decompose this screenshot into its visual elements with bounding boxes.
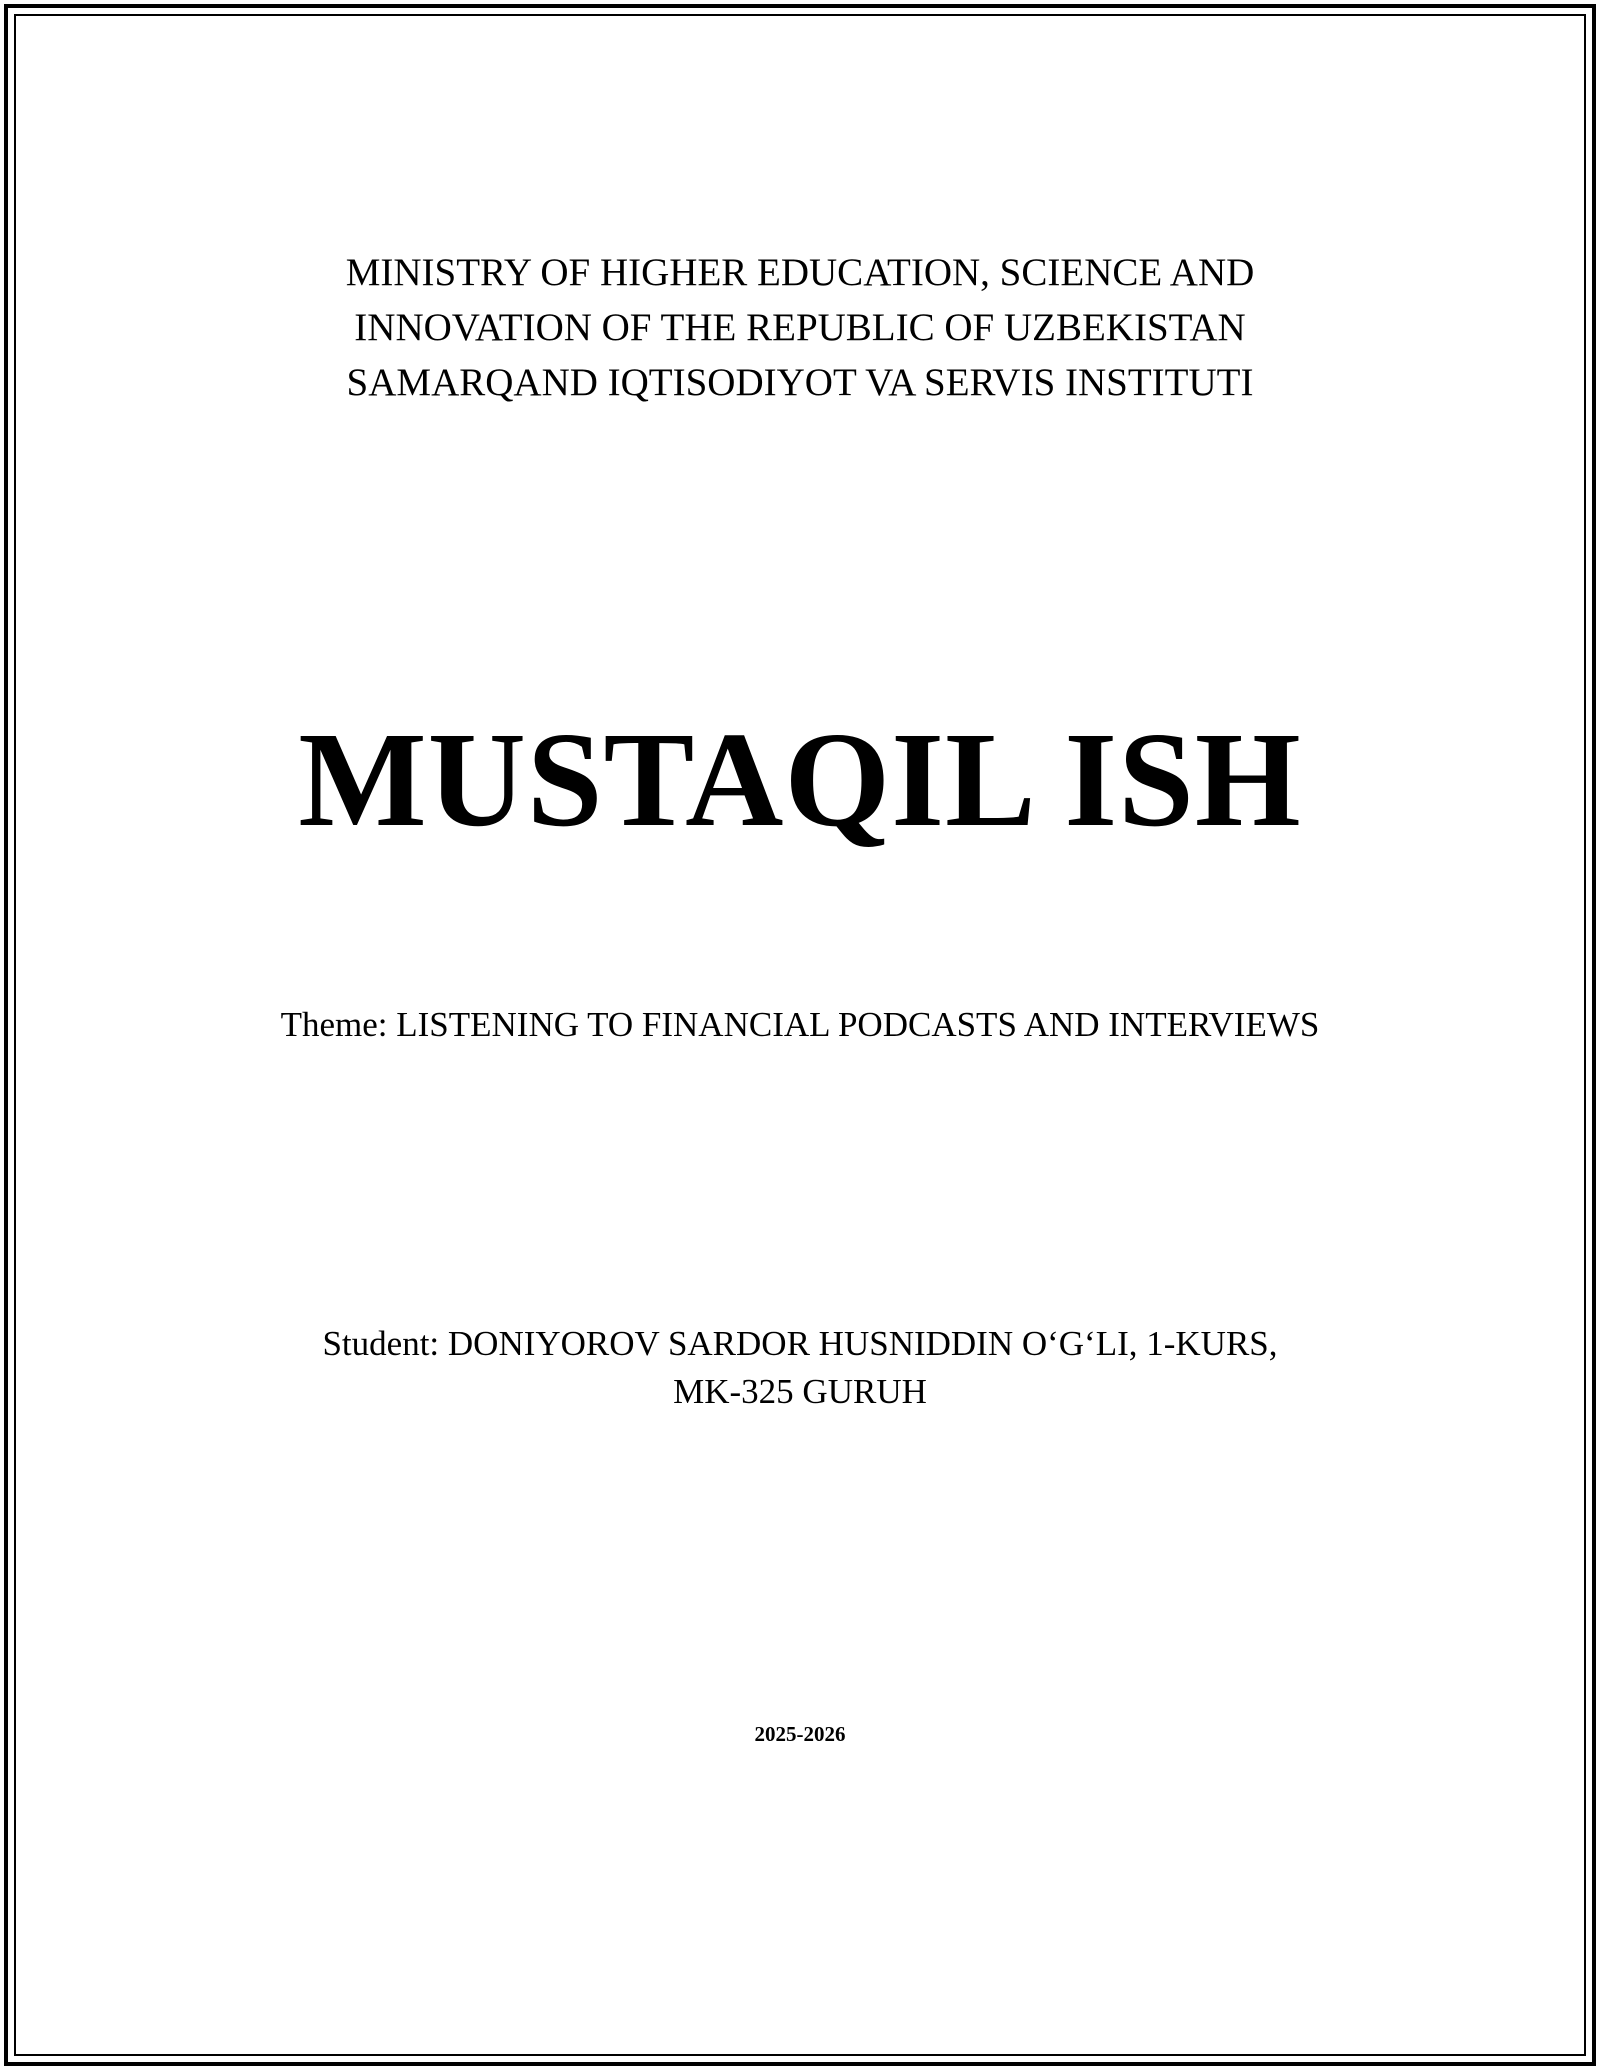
- header-line: INNOVATION OF THE REPUBLIC OF UZBEKISTAN: [354, 306, 1246, 349]
- header-line: MINISTRY OF HIGHER EDUCATION, SCIENCE AND: [345, 251, 1255, 294]
- institution-header: [0, 245, 1600, 410]
- academic-year: 2025-2026: [754, 1722, 846, 1746]
- student-info: [0, 1320, 1600, 1416]
- student-line: Student: DONIYOROV SARDOR HUSNIDDIN O‘G‘LI, 1-KURS,: [322, 1324, 1278, 1363]
- document-title: MUSTAQIL ISH: [298, 705, 1302, 855]
- header-line: SAMARQAND IQTISODIYOT VA SERVIS INSTITUTI: [346, 361, 1254, 404]
- student-line: MK-325 GURUH: [673, 1372, 927, 1411]
- theme-line: Theme: LISTENING TO FINANCIAL PODCASTS AND INTERVIEWS: [280, 1005, 1320, 1044]
